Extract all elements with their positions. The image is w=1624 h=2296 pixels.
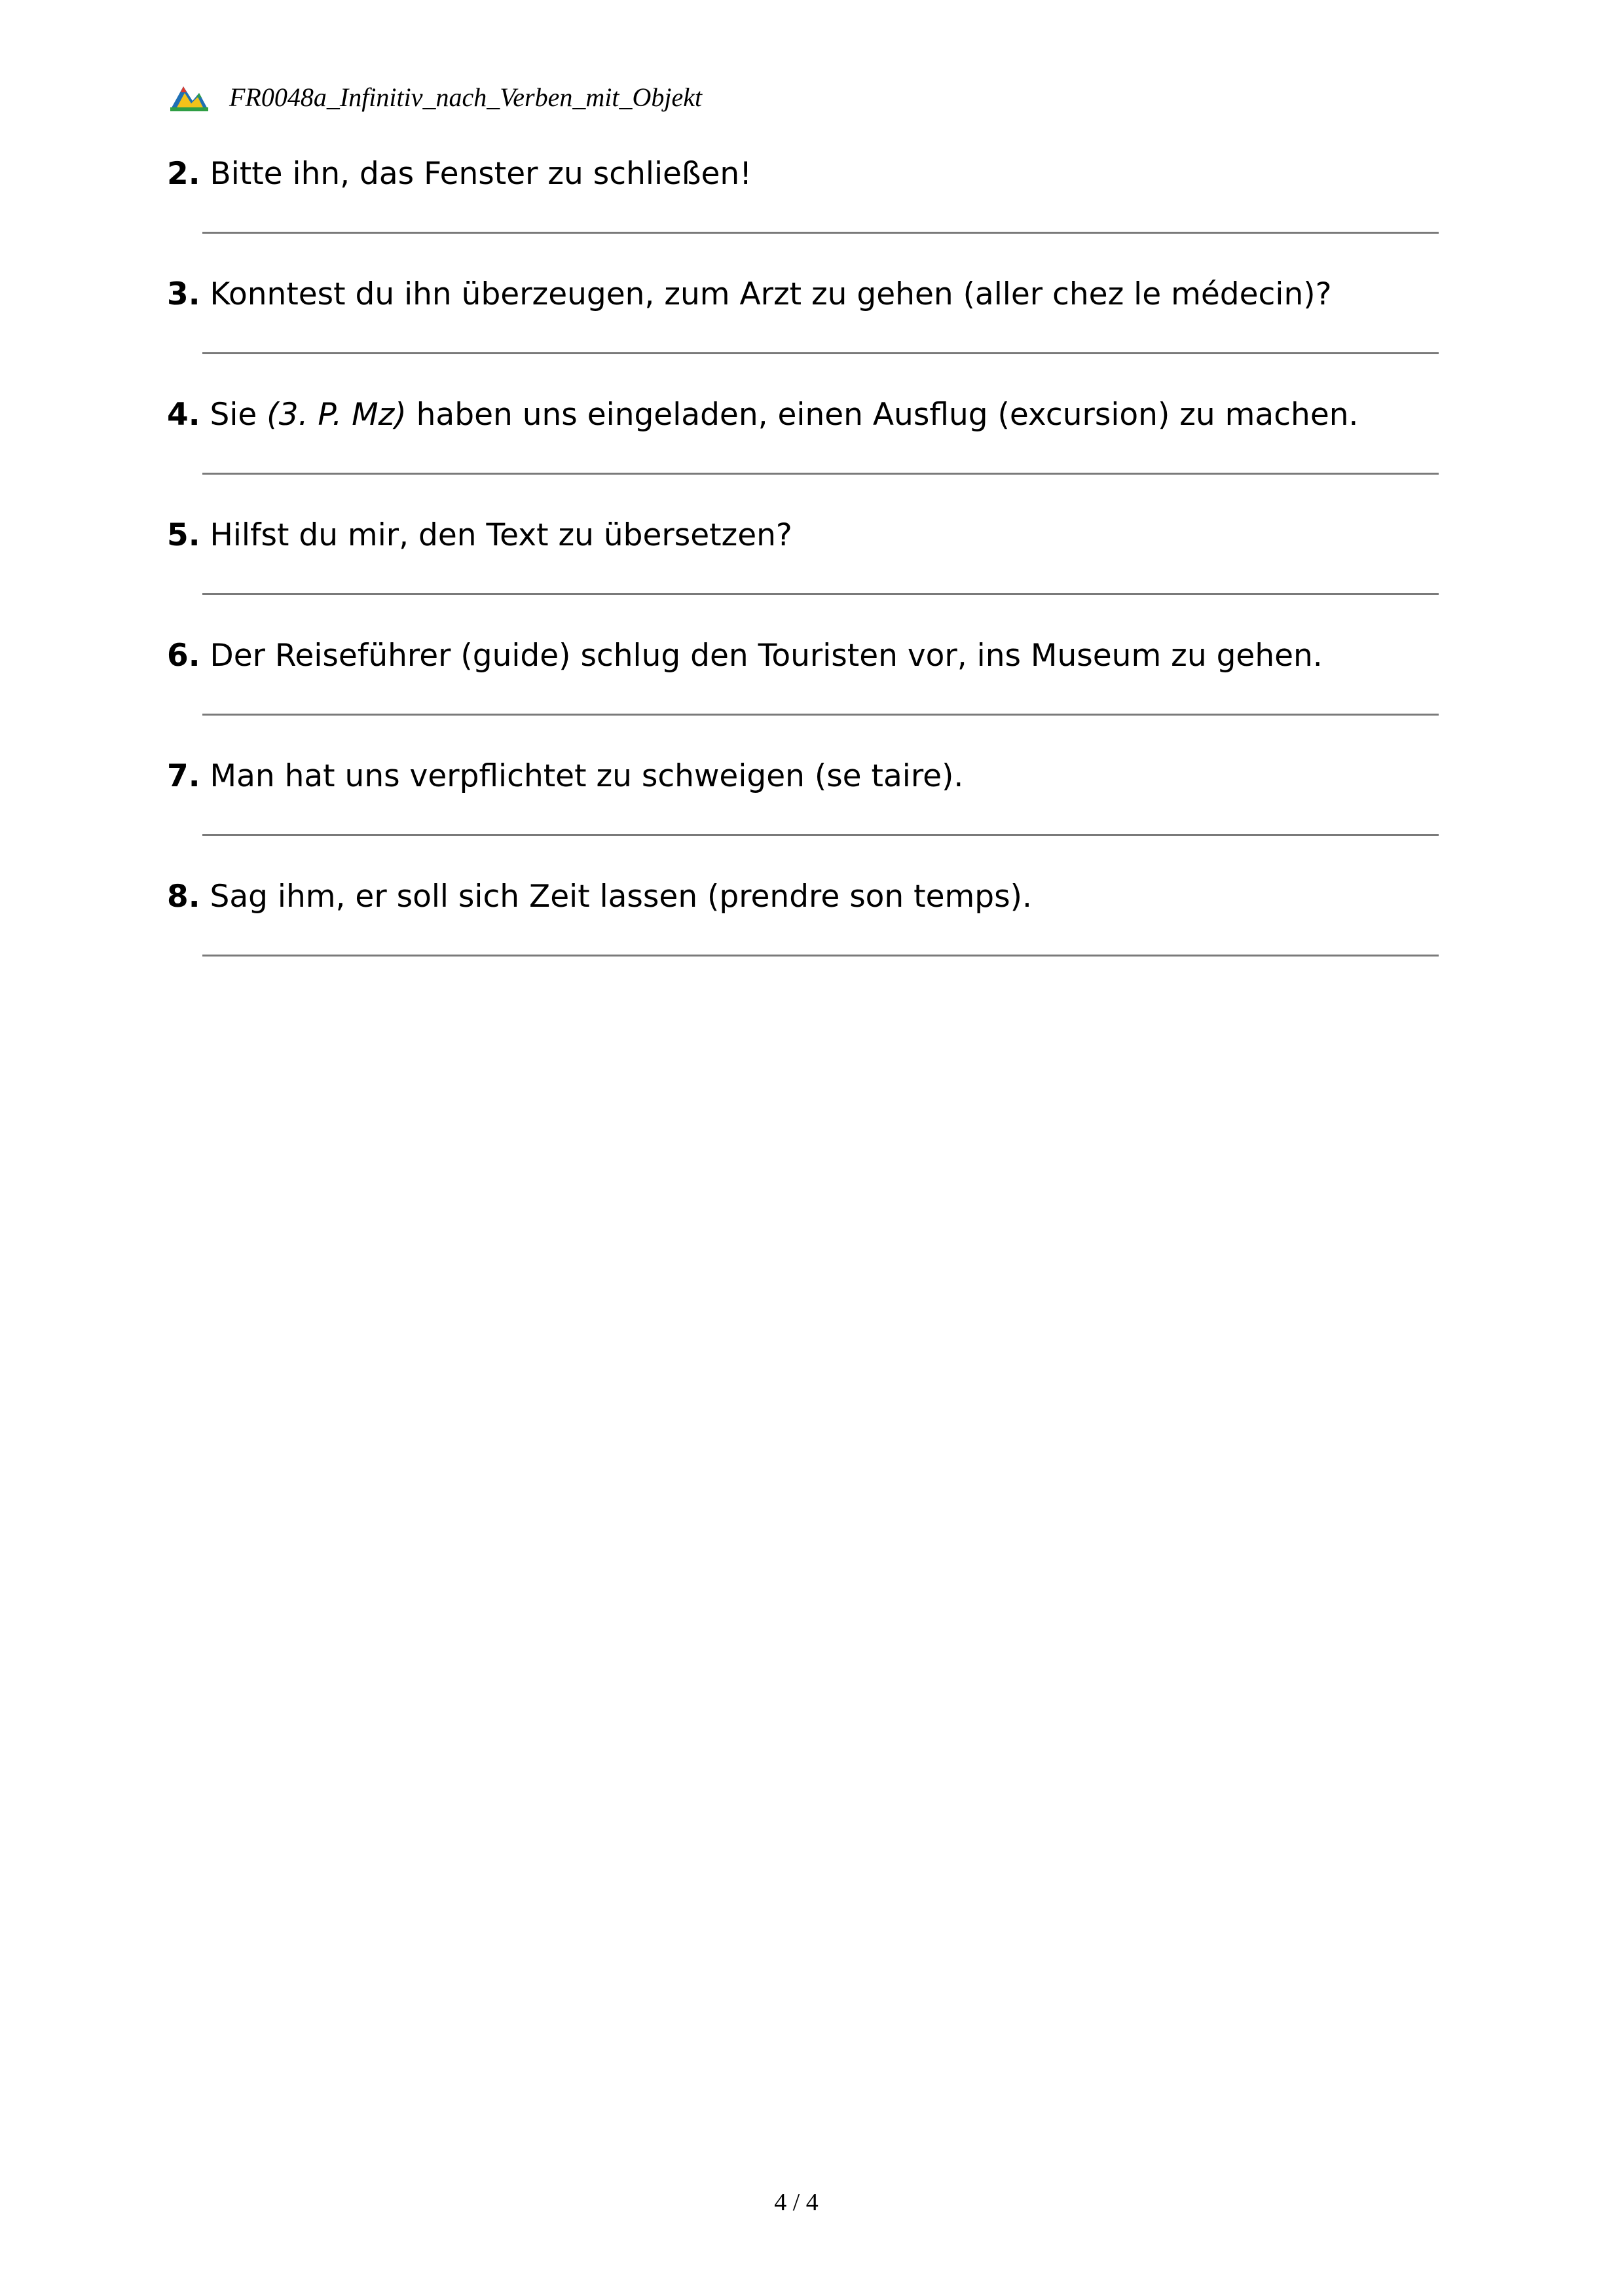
answer-line[interactable]: [202, 473, 1439, 475]
exercise-sentence: [167, 155, 1450, 194]
exercise-number: 4.: [167, 397, 200, 433]
exercise-sentence: [167, 636, 1450, 676]
exercise-item: [167, 155, 1450, 194]
exercise-sentence: [167, 516, 1450, 555]
exercise-item: [167, 275, 1450, 314]
exercise-text: Bitte ihn, das Fenster zu schließen!: [210, 156, 752, 192]
exercise-sentence: [167, 877, 1450, 917]
exercise-text: Sag ihm, er soll sich Zeit lassen (prendre son temps).: [210, 879, 1032, 915]
exercise-number: 2.: [167, 156, 200, 192]
exercise-text: Hilfst du mir, den Text zu übersetzen?: [210, 517, 792, 553]
exercise-item: [167, 395, 1450, 435]
exercise-text: Der Reiseführer (guide) schlug den Touristen vor, ins Museum zu gehen.: [210, 638, 1323, 674]
exercise-sentence: [167, 275, 1450, 314]
answer-line[interactable]: [202, 955, 1439, 957]
document-title: FR0048a_Infinitiv_nach_Verben_mit_Objekt: [229, 82, 703, 112]
exercise-number: 6.: [167, 638, 200, 674]
exercise-item: [167, 516, 1450, 555]
page-number: 4 / 4: [774, 2189, 819, 2216]
exercise-item: [167, 877, 1450, 917]
exercise-number: 7.: [167, 758, 200, 794]
exercise-text: Man hat uns verpflichtet zu schweigen (se taire).: [210, 758, 964, 794]
answer-line[interactable]: [202, 232, 1439, 234]
answer-line[interactable]: [202, 593, 1439, 595]
answer-line[interactable]: [202, 352, 1439, 354]
exercise-text-after: haben uns eingeladen, einen Ausflug (excursion) zu machen.: [406, 397, 1359, 433]
exercise-text-before: Sie: [210, 397, 267, 433]
answer-line[interactable]: [202, 714, 1439, 716]
answer-line[interactable]: [202, 834, 1439, 836]
mountain-logo-icon: [169, 81, 210, 113]
exercise-sentence: [167, 757, 1450, 796]
exercise-item: [167, 636, 1450, 676]
exercise-text: Konntest du ihn überzeugen, zum Arzt zu gehen (aller chez le médecin)?: [210, 276, 1332, 312]
exercise-number: 8.: [167, 879, 200, 915]
exercise-italic-note: (3. P. Mz): [267, 397, 407, 433]
exercise-number: 5.: [167, 517, 200, 553]
exercise-sentence: [167, 395, 1450, 435]
page-header: [169, 77, 702, 117]
exercise-number: 3.: [167, 276, 200, 312]
exercise-item: [167, 757, 1450, 796]
